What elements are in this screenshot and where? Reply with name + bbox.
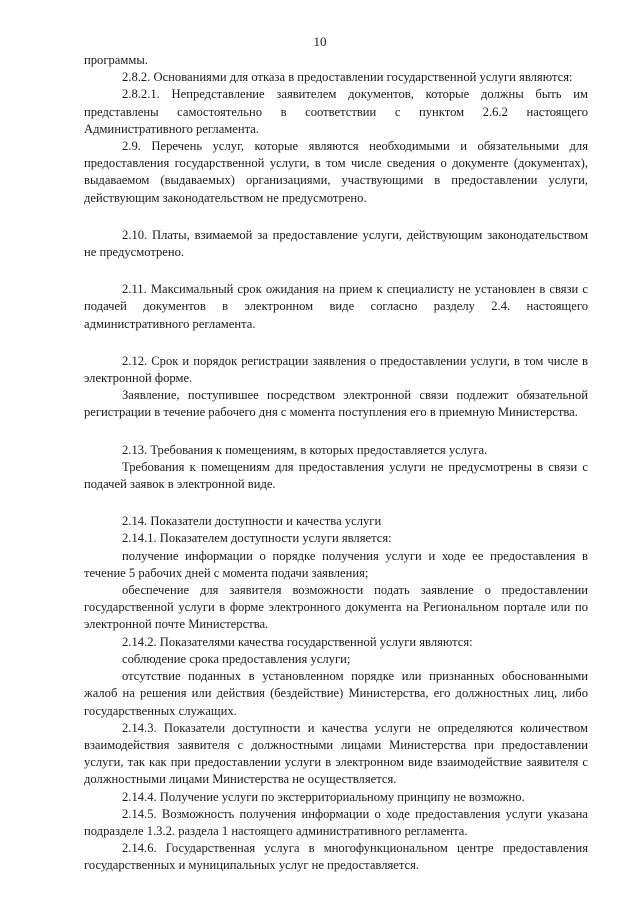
paragraph: программы. [84,53,148,67]
document-body [84,52,588,875]
paragraph: 2.14.3. Показатели доступности и качества услуги не определяются количеством взаимодействия заявителя с должностными лицами Министерства при предоставлении услуги, так как при предоставлении услуги в электронном виде взаимодействие заявителя с должностными лицами Министерства не осуществляется. [84,720,588,787]
paragraph: 2.14.4. Получение услуги по экстерриториальному принципу не возможно. [122,789,525,804]
paragraph: получение информации о порядке получения услуги и ходе ее предоставления в течение 5 рабочих дней с момента подачи заявления; [84,548,588,580]
paragraph: обеспечение для заявителя возможности подать заявление о предоставлении государственной услуги в форме электронного документа на Региональном портале или по электронной почте Министерства. [84,583,588,632]
paragraph: 2.14.6. Государственная услуга в многофункциональном центре предоставления государственных и муниципальных услуг не предоставляется. [84,841,588,873]
page-number: 10 [313,34,327,49]
paragraph: отсутствие поданных в установленном порядке или признанных обоснованными жалоб на решения или действия (бездействие) Министерства, его должностных лиц, либо государственных служащих. [84,669,588,718]
paragraph: 2.11. Максимальный срок ожидания на прием к специалисту не установлен в связи с подачей документов в электронном виде согласно разделу 2.4. настоящего административного регламента. [84,282,588,331]
paragraph: 2.14.1. Показателем доступности услуги является: [122,531,392,546]
paragraph: Требования к помещениям для предоставления услуги не предусмотрены в связи с подачей заявок в электронной виде. [84,459,588,492]
paragraph: 2.8.2.1. Непредставление заявителем документов, которые должны быть им представлены самостоятельно в соответствии с пунктом 2.6.2 настоящего Административного регламента. [84,87,588,136]
paragraph: соблюдение срока предоставления услуги; [122,651,351,666]
paragraph: 2.12. Срок и порядок регистрации заявления о предоставлении услуги, в том числе в электронной форме. [84,353,588,386]
paragraph: 2.14. Показатели доступности и качества услуги [122,514,382,529]
paragraph: 2.14.5. Возможность получения информации о ходе предоставления услуги указана подразделе 1.3.2. раздела 1 настоящего административного регламента. [84,806,588,838]
paragraph: 2.13. Требования к помещениям, в которых предоставляется услуга. [122,442,488,457]
paragraph: 2.9. Перечень услуг, которые являются необходимыми и обязательными для предоставления государственной услуги, в том числе сведения о документе (документах), выдаваемом (выдаваемых) организациями, участвующими в предоставлении услуги, действующим законодательством не предусмотрено. [84,139,588,205]
paragraph: Заявление, поступившее посредством электронной связи подлежит обязательной регистрации в течение рабочего дня с момента поступления его в приемную Министерства. [84,388,588,420]
paragraph: 2.10. Платы, взимаемой за предоставление услуги, действующим законодательством не предусмотрено. [84,227,588,260]
paragraph: 2.14.2. Показателями качества государственной услуги являются: [122,634,473,649]
paragraph: 2.8.2. Основаниями для отказа в предоставлении государственной услуги являются: [122,70,573,85]
